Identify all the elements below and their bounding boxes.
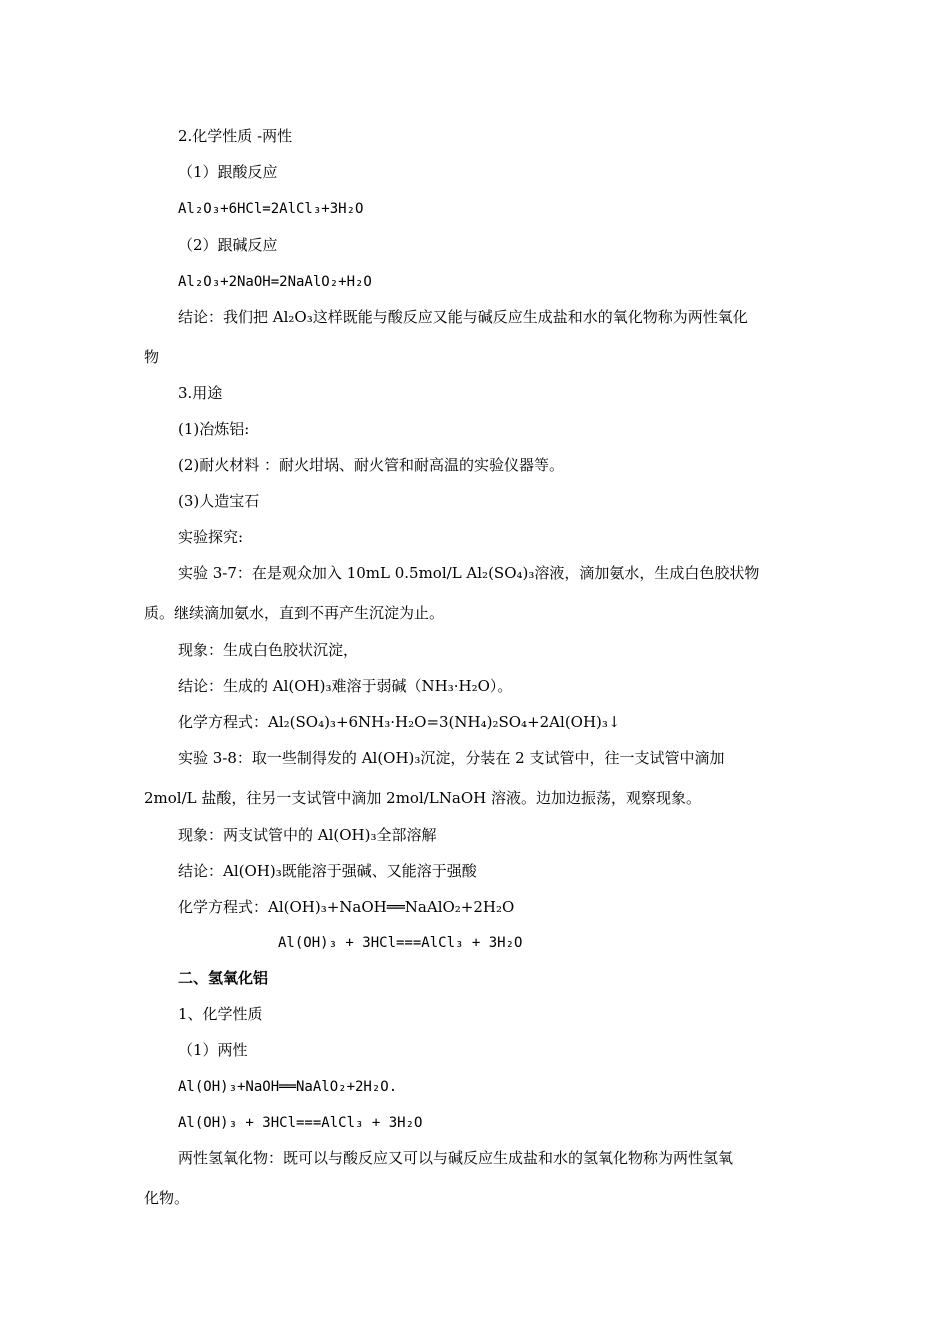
experiment-3-7: 实验 3-7：在是观众加入 10mL 0.5mol/L Al₂(SO₄)₃溶液，滴加氨水，生成白色胶状物 [178,564,760,582]
conclusion-amphoteric-oxide: 结论：我们把 Al₂O₃这样既能与酸反应又能与碱反应生成盐和水的氧化物称为两性氧化 [178,308,748,326]
section-aluminum-hydroxide: 二、氢氧化铝 [178,969,269,987]
equation-3-7: 化学方程式：Al₂(SO₄)₃+6NH₃·H₂O=3(NH₄)₂SO₄+2Al(OH)₃↓ [178,713,621,731]
experiment-3-7-cont: 质。继续滴加氨水，直到不再产生沉淀为止。 [144,604,445,622]
heading-experiment-explore: 实验探究: [178,528,244,546]
experiment-3-8: 实验 3-8：取一些制得发的 Al(OH)₃沉淀，分装在 2 支试管中，往一支试管中滴加 [178,749,725,767]
equation-al2o3-naoh: Al₂O₃+2NaOH=2NaAlO₂+H₂O [178,274,372,290]
equation-3-8-naoh: 化学方程式：Al(OH)₃+NaOH══NaAlO₂+2H₂O [178,898,515,916]
definition-amphoteric-hydroxide-cont: 化物。 [144,1189,190,1207]
equation-aloh3-hcl: Al(OH)₃ + 3HCl===AlCl₃ + 3H₂O [178,1115,423,1131]
equation-al2o3-hcl: Al₂O₃+6HCl=2AlCl₃+3H₂O [178,201,364,217]
heading-chemical-properties: 2.化学性质 -两性 [178,127,293,145]
use-refractory: (2)耐火材料 ：耐火坩埚、耐火管和耐高温的实验仪器等。 [178,456,565,474]
heading-uses: 3.用途 [178,384,223,402]
equation-3-8-hcl: Al(OH)₃ + 3HCl===AlCl₃ + 3H₂O [278,935,523,951]
use-gemstone: (3)人造宝石 [178,492,260,510]
conclusion-3-7: 结论：生成的 Al(OH)₃难溶于弱碱（NH₃·H₂O）。 [178,677,513,695]
subheading-amphoteric: （1）两性 [178,1041,248,1059]
conclusion-3-8: 结论：Al(OH)₃既能溶于强碱、又能溶于强酸 [178,862,477,880]
heading-chemical-properties-2: 1、化学性质 [178,1005,263,1023]
phenomenon-3-7: 现象：生成白色胶状沉淀， [178,641,359,659]
subheading-base-reaction: （2）跟碱反应 [178,236,278,254]
conclusion-amphoteric-oxide-cont: 物 [144,348,160,366]
subheading-acid-reaction: （1）跟酸反应 [178,163,278,181]
definition-amphoteric-hydroxide: 两性氢氧化物：既可以与酸反应又可以与碱反应生成盐和水的氢氧化物称为两性氢氧 [178,1149,734,1167]
equation-aloh3-naoh: Al(OH)₃+NaOH══NaAlO₂+2H₂O. [178,1079,398,1095]
experiment-3-8-cont: 2mol/L 盐酸，往另一支试管中滴加 2mol/LNaOH 溶液。边加边振荡，观察现象。 [144,789,701,807]
phenomenon-3-8: 现象：两支试管中的 Al(OH)₃全部溶解 [178,826,437,844]
use-smelting: (1)冶炼铝: [178,420,250,438]
